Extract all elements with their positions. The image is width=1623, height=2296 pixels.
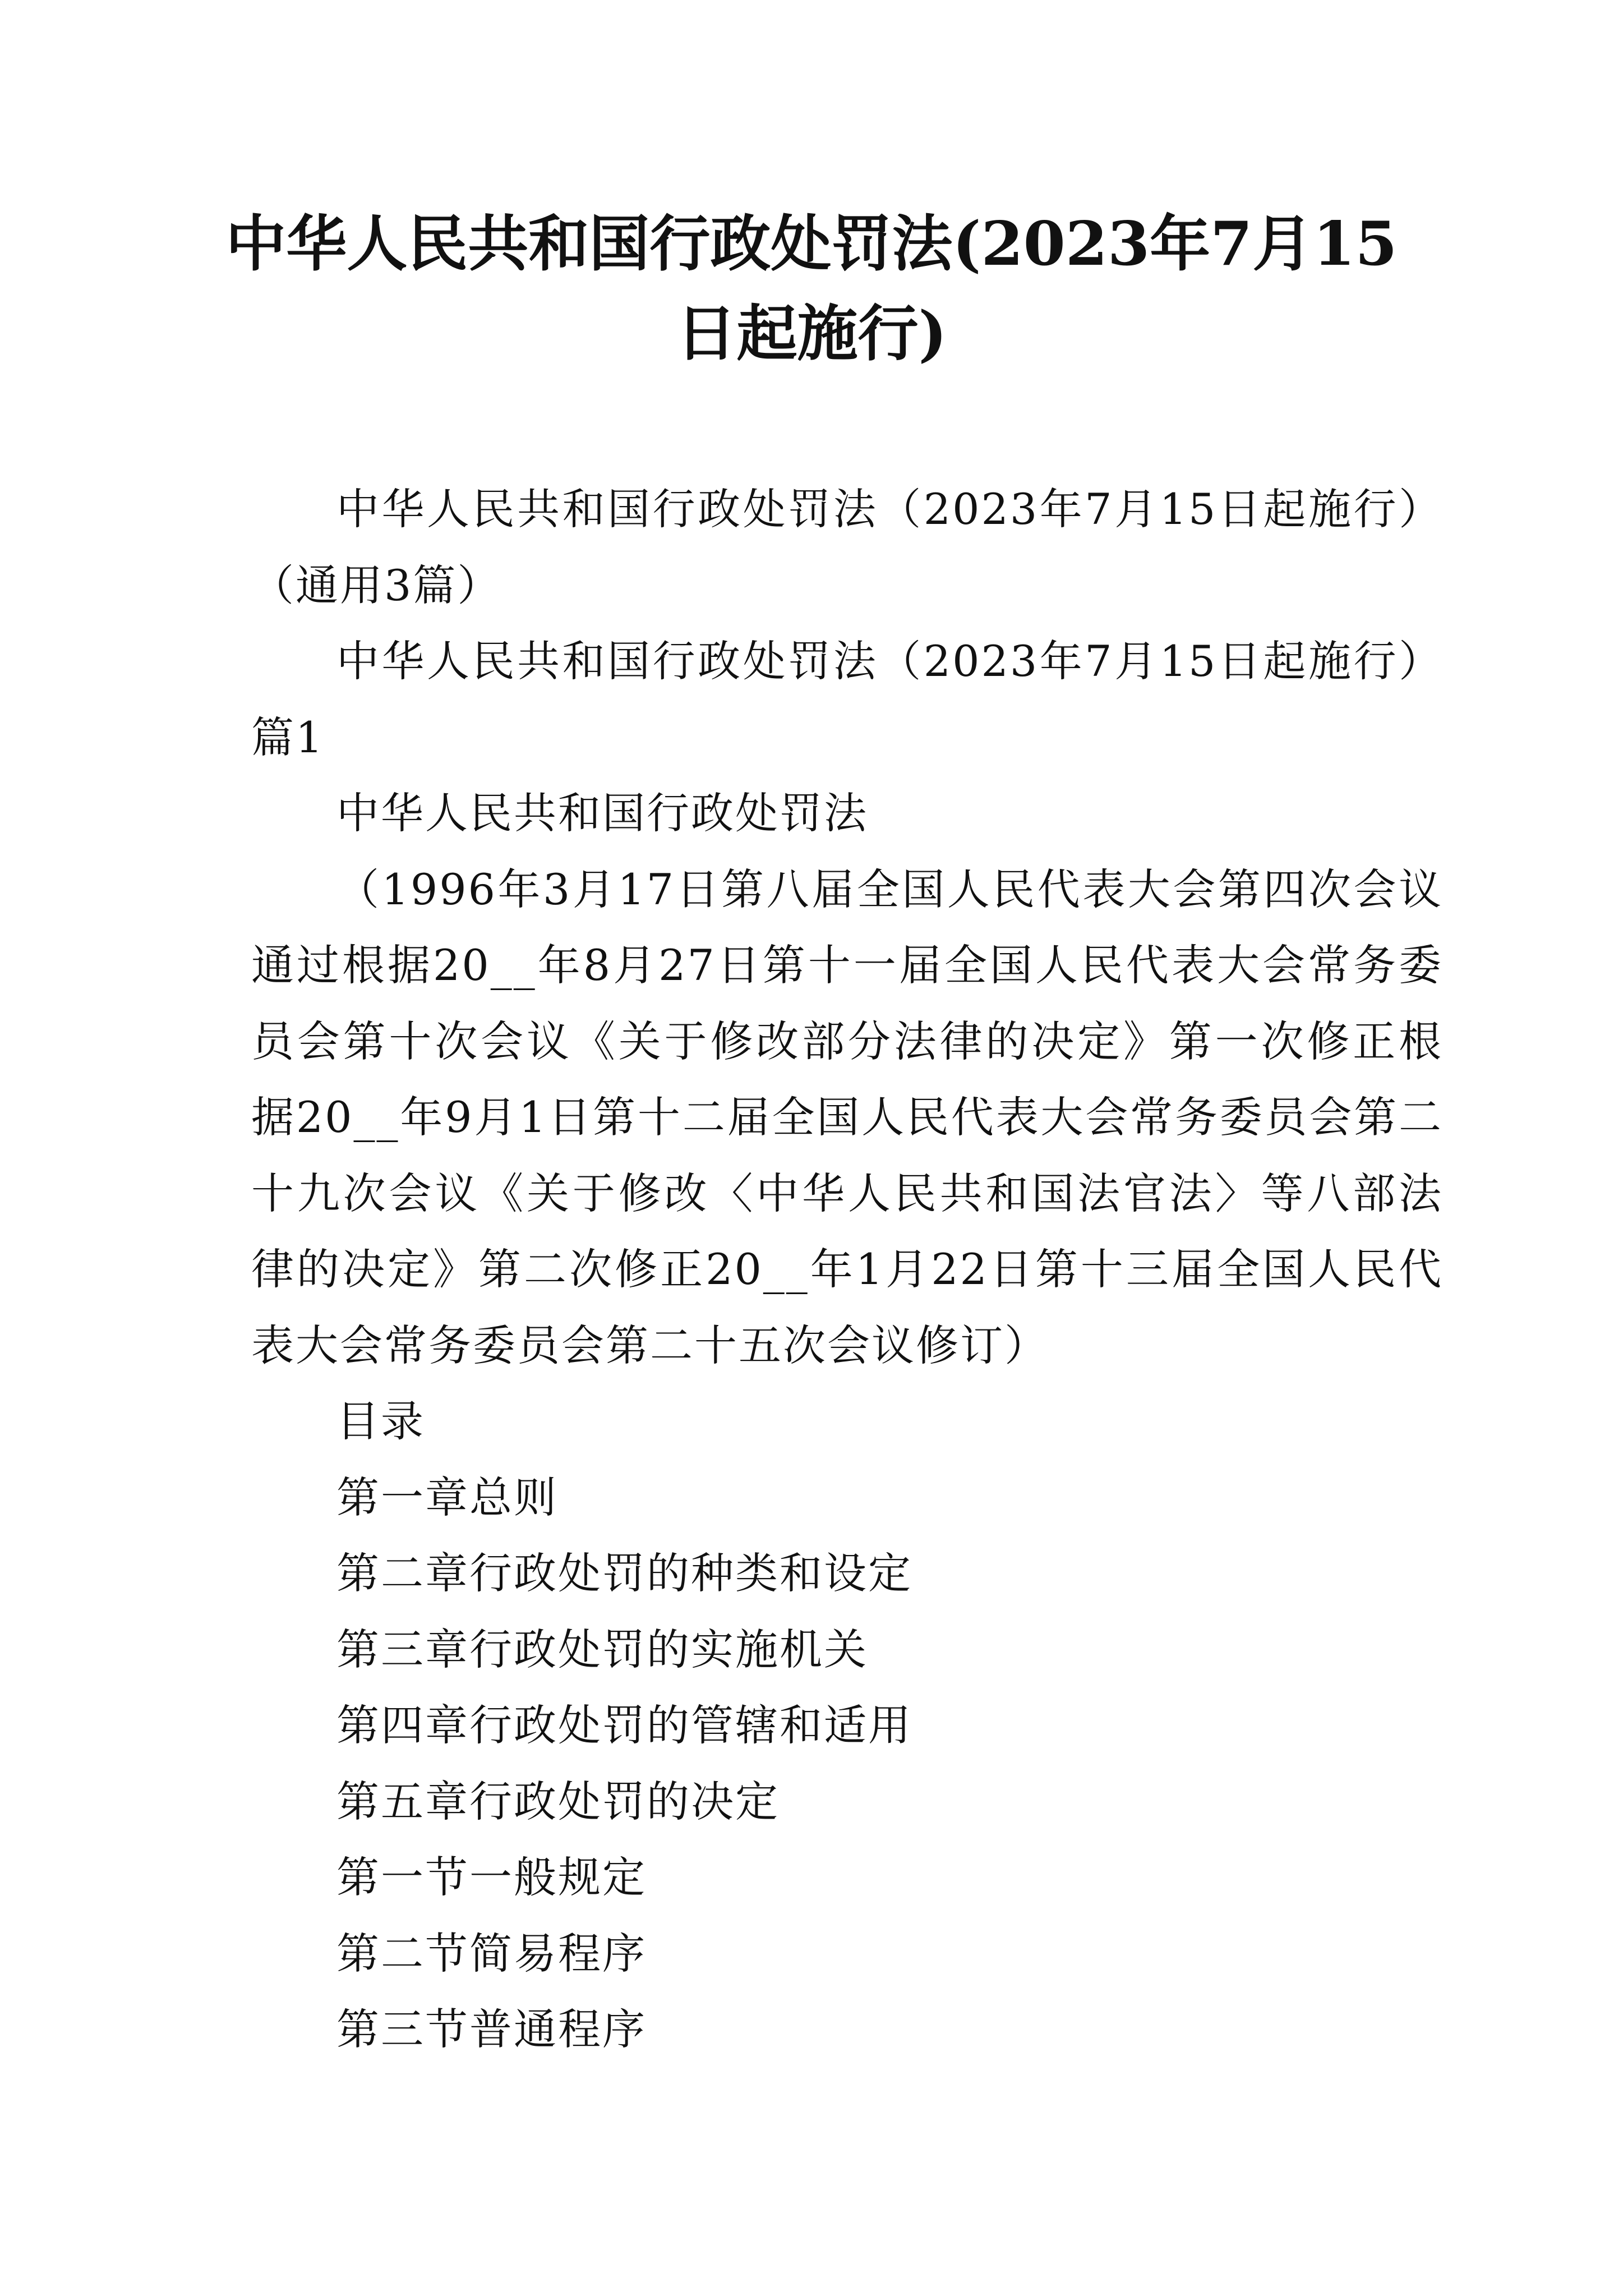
toc-item-chapter-3: 第三章行政处罚的实施机关 [336, 1624, 868, 1674]
toc-item-section-3: 第三节普通程序 [336, 2004, 647, 2054]
paragraph-heading-part1: 中华人民共和国行政处罚法（2023年7月15日起施行）篇1 [251, 636, 1443, 762]
toc-item-section-2: 第二节简易程序 [336, 1928, 647, 1978]
paragraph-revision-history: （1996年3月17日第八届全国人民代表大会第四次会议通过根据20__年8月27日第十一届全国人民代表大会常务委员会第十次会议《关于修改部分法律的决定》第一次修正根据20__年9月1日第十二届全国人民代表大会常务委员会第二十九次会议《关于修改〈中华人民共和国法官法〉等八部法律的决定》第二次修正20__年1月22日第十三届全国人民代表大会常务委员会第二十五次会议修订） [251, 864, 1443, 1370]
paragraph-law-name: 中华人民共和国行政处罚法 [336, 788, 868, 838]
paragraph-heading-general: 中华人民共和国行政处罚法（2023年7月15日起施行）（通用3篇） [251, 484, 1443, 610]
toc-item-chapter-1: 第一章总则 [336, 1472, 558, 1522]
document-title: 中华人民共和国行政处罚法(2023年7月15日起施行) [225, 209, 1398, 369]
toc-item-section-1: 第一节一般规定 [336, 1852, 647, 1902]
toc-heading: 目录 [336, 1396, 425, 1446]
toc-item-chapter-4: 第四章行政处罚的管辖和适用 [336, 1700, 912, 1750]
toc-item-chapter-2: 第二章行政处罚的种类和设定 [336, 1548, 912, 1598]
toc-item-chapter-5: 第五章行政处罚的决定 [336, 1776, 780, 1826]
document-body [251, 471, 1443, 2068]
